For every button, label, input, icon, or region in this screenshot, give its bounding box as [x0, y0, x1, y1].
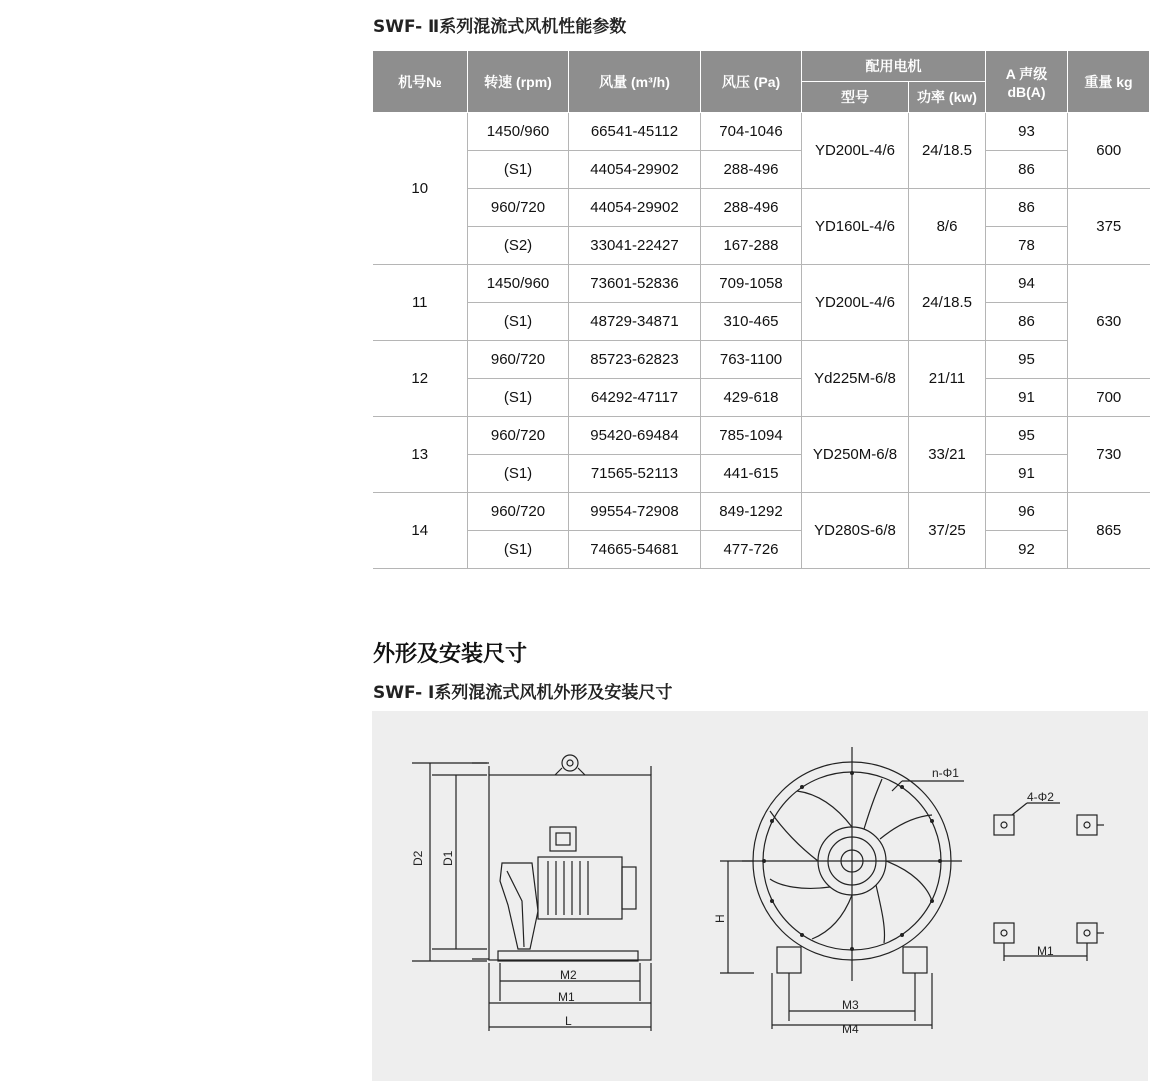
cell-no: 13 [373, 417, 468, 493]
cell-weight: 865 [1068, 493, 1150, 569]
cell-weight: 730 [1068, 417, 1150, 493]
col-header-model: 型号 [802, 82, 909, 113]
cell-pressure: 288-496 [701, 151, 802, 189]
cell-flow: 64292-47117 [569, 379, 701, 417]
cell-speed: 960/720 [468, 189, 569, 227]
cell-noise: 96 [986, 493, 1068, 531]
cell-model: YD200L-4/6 [802, 113, 909, 189]
cell-model: YD160L-4/6 [802, 189, 909, 265]
cell-pressure: 849-1292 [701, 493, 802, 531]
cell-speed: (S1) [468, 455, 569, 493]
cell-model: YD200L-4/6 [802, 265, 909, 341]
cell-pressure: 429-618 [701, 379, 802, 417]
cell-pressure: 167-288 [701, 227, 802, 265]
cell-weight: 700 [1068, 379, 1150, 417]
table-row [373, 493, 1150, 531]
table-row [373, 189, 1150, 227]
cell-model: YD280S-6/8 [802, 493, 909, 569]
table-row [373, 379, 1150, 417]
cell-noise: 86 [986, 151, 1068, 189]
cell-weight: 630 [1068, 265, 1150, 379]
section-heading: 外形及安装尺寸 [373, 642, 528, 667]
cell-pressure: 763-1100 [701, 341, 802, 379]
cell-pressure: 709-1058 [701, 265, 802, 303]
cell-speed: (S1) [468, 303, 569, 341]
cell-noise: 95 [986, 341, 1068, 379]
table-row [373, 531, 1150, 569]
table-row [373, 417, 1150, 455]
label-d1: D1 [441, 850, 455, 866]
col-header-speed: 转速 (rpm) [468, 51, 569, 113]
cell-power: 21/11 [909, 341, 986, 417]
label-4-phi2: 4-Φ2 [1027, 790, 1054, 804]
cell-pressure: 477-726 [701, 531, 802, 569]
cell-noise: 92 [986, 531, 1068, 569]
cell-flow: 66541-45112 [569, 113, 701, 151]
cell-noise: 95 [986, 417, 1068, 455]
cell-model: YD250M-6/8 [802, 417, 909, 493]
cell-model: Yd225M-6/8 [802, 341, 909, 417]
cell-speed: 960/720 [468, 493, 569, 531]
table-row [373, 455, 1150, 493]
table-row [373, 151, 1150, 189]
col-header-weight: 重量 kg [1068, 51, 1150, 113]
cell-speed: 960/720 [468, 341, 569, 379]
cell-pressure: 288-496 [701, 189, 802, 227]
cell-speed: (S1) [468, 531, 569, 569]
cell-power: 24/18.5 [909, 265, 986, 341]
col-header-motor: 配用电机 [802, 51, 986, 82]
cell-speed: (S2) [468, 227, 569, 265]
performance-table-title: SWF- Ⅱ系列混流式风机性能参数 [373, 17, 627, 37]
cell-flow: 74665-54681 [569, 531, 701, 569]
cell-speed: 1450/960 [468, 265, 569, 303]
cell-speed: (S1) [468, 379, 569, 417]
cell-power: 24/18.5 [909, 113, 986, 189]
performance-table [372, 50, 1150, 569]
cell-power: 33/21 [909, 417, 986, 493]
cell-no: 12 [373, 341, 468, 417]
table-row [373, 227, 1150, 265]
col-header-power: 功率 (kw) [909, 82, 986, 113]
noise-header-line1: A 声级 [1005, 65, 1048, 82]
cell-flow: 71565-52113 [569, 455, 701, 493]
cell-flow: 48729-34871 [569, 303, 701, 341]
header-row [373, 51, 1150, 82]
cell-flow: 99554-72908 [569, 493, 701, 531]
base-plan [994, 803, 1104, 961]
cell-no: 14 [373, 493, 468, 569]
label-l: L [565, 1014, 572, 1028]
label-m4: M4 [842, 1022, 859, 1036]
fan-drawing-svg [372, 711, 1148, 1081]
side-view [412, 755, 651, 1031]
noise-header-line2: dB(A) [1007, 83, 1046, 100]
cell-noise: 86 [986, 189, 1068, 227]
cell-flow: 73601-52836 [569, 265, 701, 303]
cell-pressure: 441-615 [701, 455, 802, 493]
cell-flow: 44054-29902 [569, 151, 701, 189]
cell-pressure: 785-1094 [701, 417, 802, 455]
label-h: H [713, 914, 727, 923]
table-row [373, 265, 1150, 303]
cell-no: 10 [373, 113, 468, 265]
label-m1-base: M1 [1037, 944, 1054, 958]
label-m3: M3 [842, 998, 859, 1012]
cell-weight: 600 [1068, 113, 1150, 189]
cell-noise: 86 [986, 303, 1068, 341]
drawing-title: SWF- Ⅰ系列混流式风机外形及安装尺寸 [373, 683, 673, 703]
table-row [373, 303, 1150, 341]
table-row [373, 113, 1150, 151]
cell-pressure: 310-465 [701, 303, 802, 341]
cell-noise: 94 [986, 265, 1068, 303]
col-header-noise [986, 51, 1068, 113]
cell-speed: 960/720 [468, 417, 569, 455]
label-d2: D2 [411, 850, 425, 866]
cell-speed: 1450/960 [468, 113, 569, 151]
cell-no: 11 [373, 265, 468, 341]
cell-noise: 93 [986, 113, 1068, 151]
cell-flow: 85723-62823 [569, 341, 701, 379]
col-header-pressure: 风压 (Pa) [701, 51, 802, 113]
cell-flow: 33041-22427 [569, 227, 701, 265]
cell-weight: 375 [1068, 189, 1150, 265]
label-m1-side: M1 [558, 990, 575, 1004]
col-header-no: 机号№ [373, 51, 468, 113]
cell-noise: 78 [986, 227, 1068, 265]
cell-speed: (S1) [468, 151, 569, 189]
cell-power: 37/25 [909, 493, 986, 569]
cell-pressure: 704-1046 [701, 113, 802, 151]
front-view [720, 747, 964, 1029]
cell-noise: 91 [986, 379, 1068, 417]
label-n-phi1: n-Φ1 [932, 766, 959, 780]
label-m2: M2 [560, 968, 577, 982]
cell-flow: 44054-29902 [569, 189, 701, 227]
cell-power: 8/6 [909, 189, 986, 265]
dimension-drawing [372, 711, 1148, 1081]
table-row [373, 341, 1150, 379]
col-header-flow: 风量 (m³/h) [569, 51, 701, 113]
cell-flow: 95420-69484 [569, 417, 701, 455]
cell-noise: 91 [986, 455, 1068, 493]
